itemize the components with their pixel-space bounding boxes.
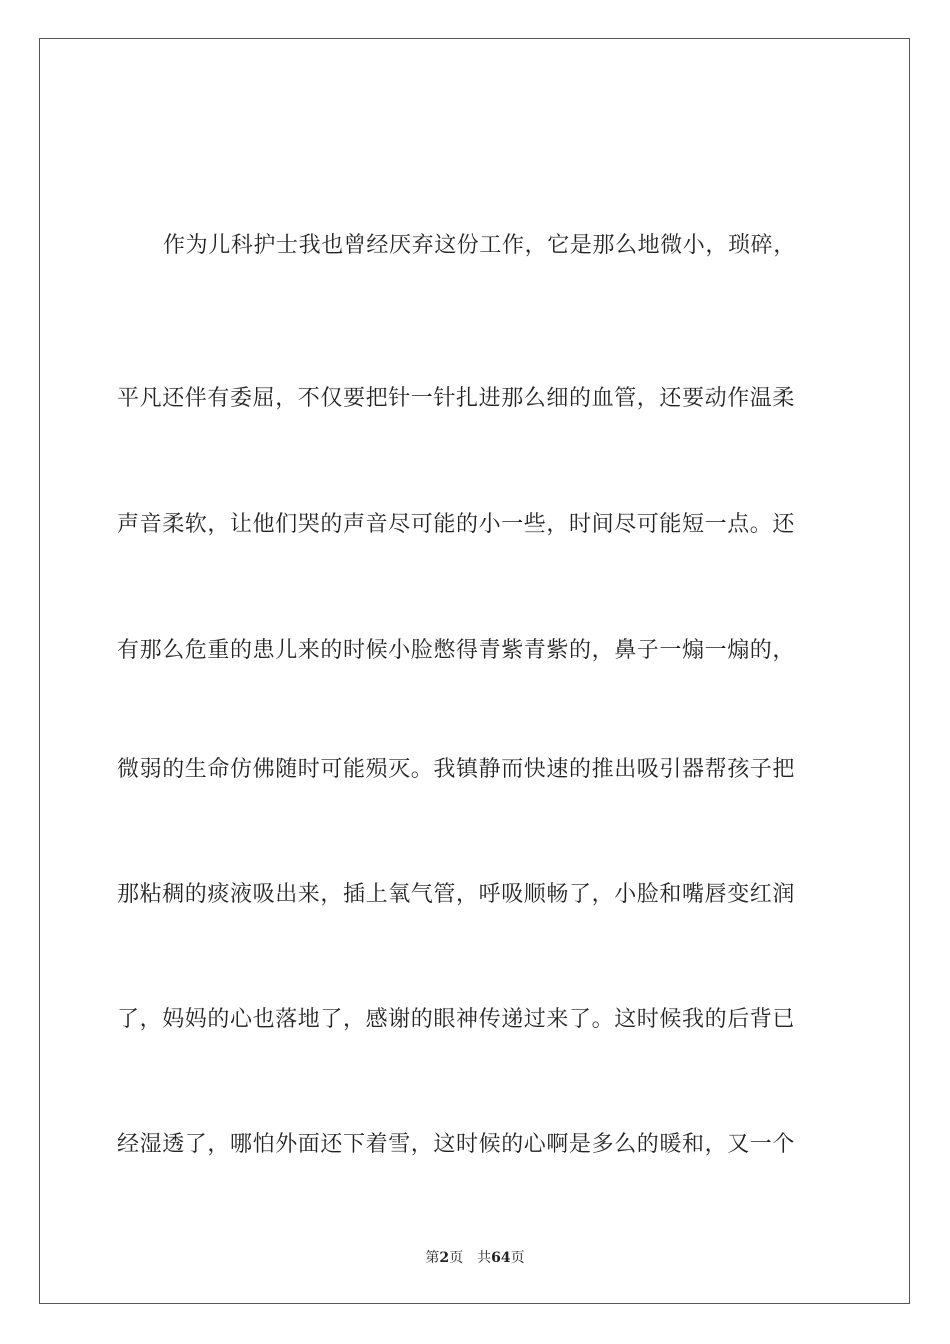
- current-page-number: 2: [439, 1250, 450, 1266]
- total-label-prefix: 共: [477, 1250, 492, 1266]
- paragraph-line: 那粘稠的痰液吸出来，插上氧气管，呼吸顺畅了，小脸和嘴唇变红润: [117, 882, 796, 907]
- paragraph-line: 微弱的生命仿佛随时可能殒灭。我镇静而快速的推出吸引器帮孩子把: [117, 757, 796, 782]
- paragraph-line: 作为儿科护士我也曾经厌弃这份工作，它是那么地微小，琐碎，: [163, 233, 796, 258]
- page-footer: [0, 1247, 950, 1267]
- paragraph-line: 声音柔软，让他们哭的声音尽可能的小一些，时间尽可能短一点。还: [117, 512, 796, 537]
- page-label-suffix: 页: [449, 1250, 464, 1266]
- total-label-suffix: 页: [510, 1250, 525, 1266]
- paragraph-line: 平凡还伴有委屈，不仅要把针一针扎进那么细的血管，还要动作温柔: [117, 386, 796, 411]
- page-label-prefix: 第: [425, 1250, 440, 1266]
- total-page-count: 64: [491, 1250, 511, 1266]
- paragraph-line: 有那么危重的患儿来的时候小脸憋得青紫青紫的，鼻子一煽一煽的，: [117, 638, 796, 663]
- paragraph-line: 经湿透了，哪怕外面还下着雪，这时候的心啊是多么的暖和，又一个: [117, 1132, 796, 1157]
- paragraph-line: 了，妈妈的心也落地了，感谢的眼神传递过来了。这时候我的后背已: [117, 1007, 796, 1032]
